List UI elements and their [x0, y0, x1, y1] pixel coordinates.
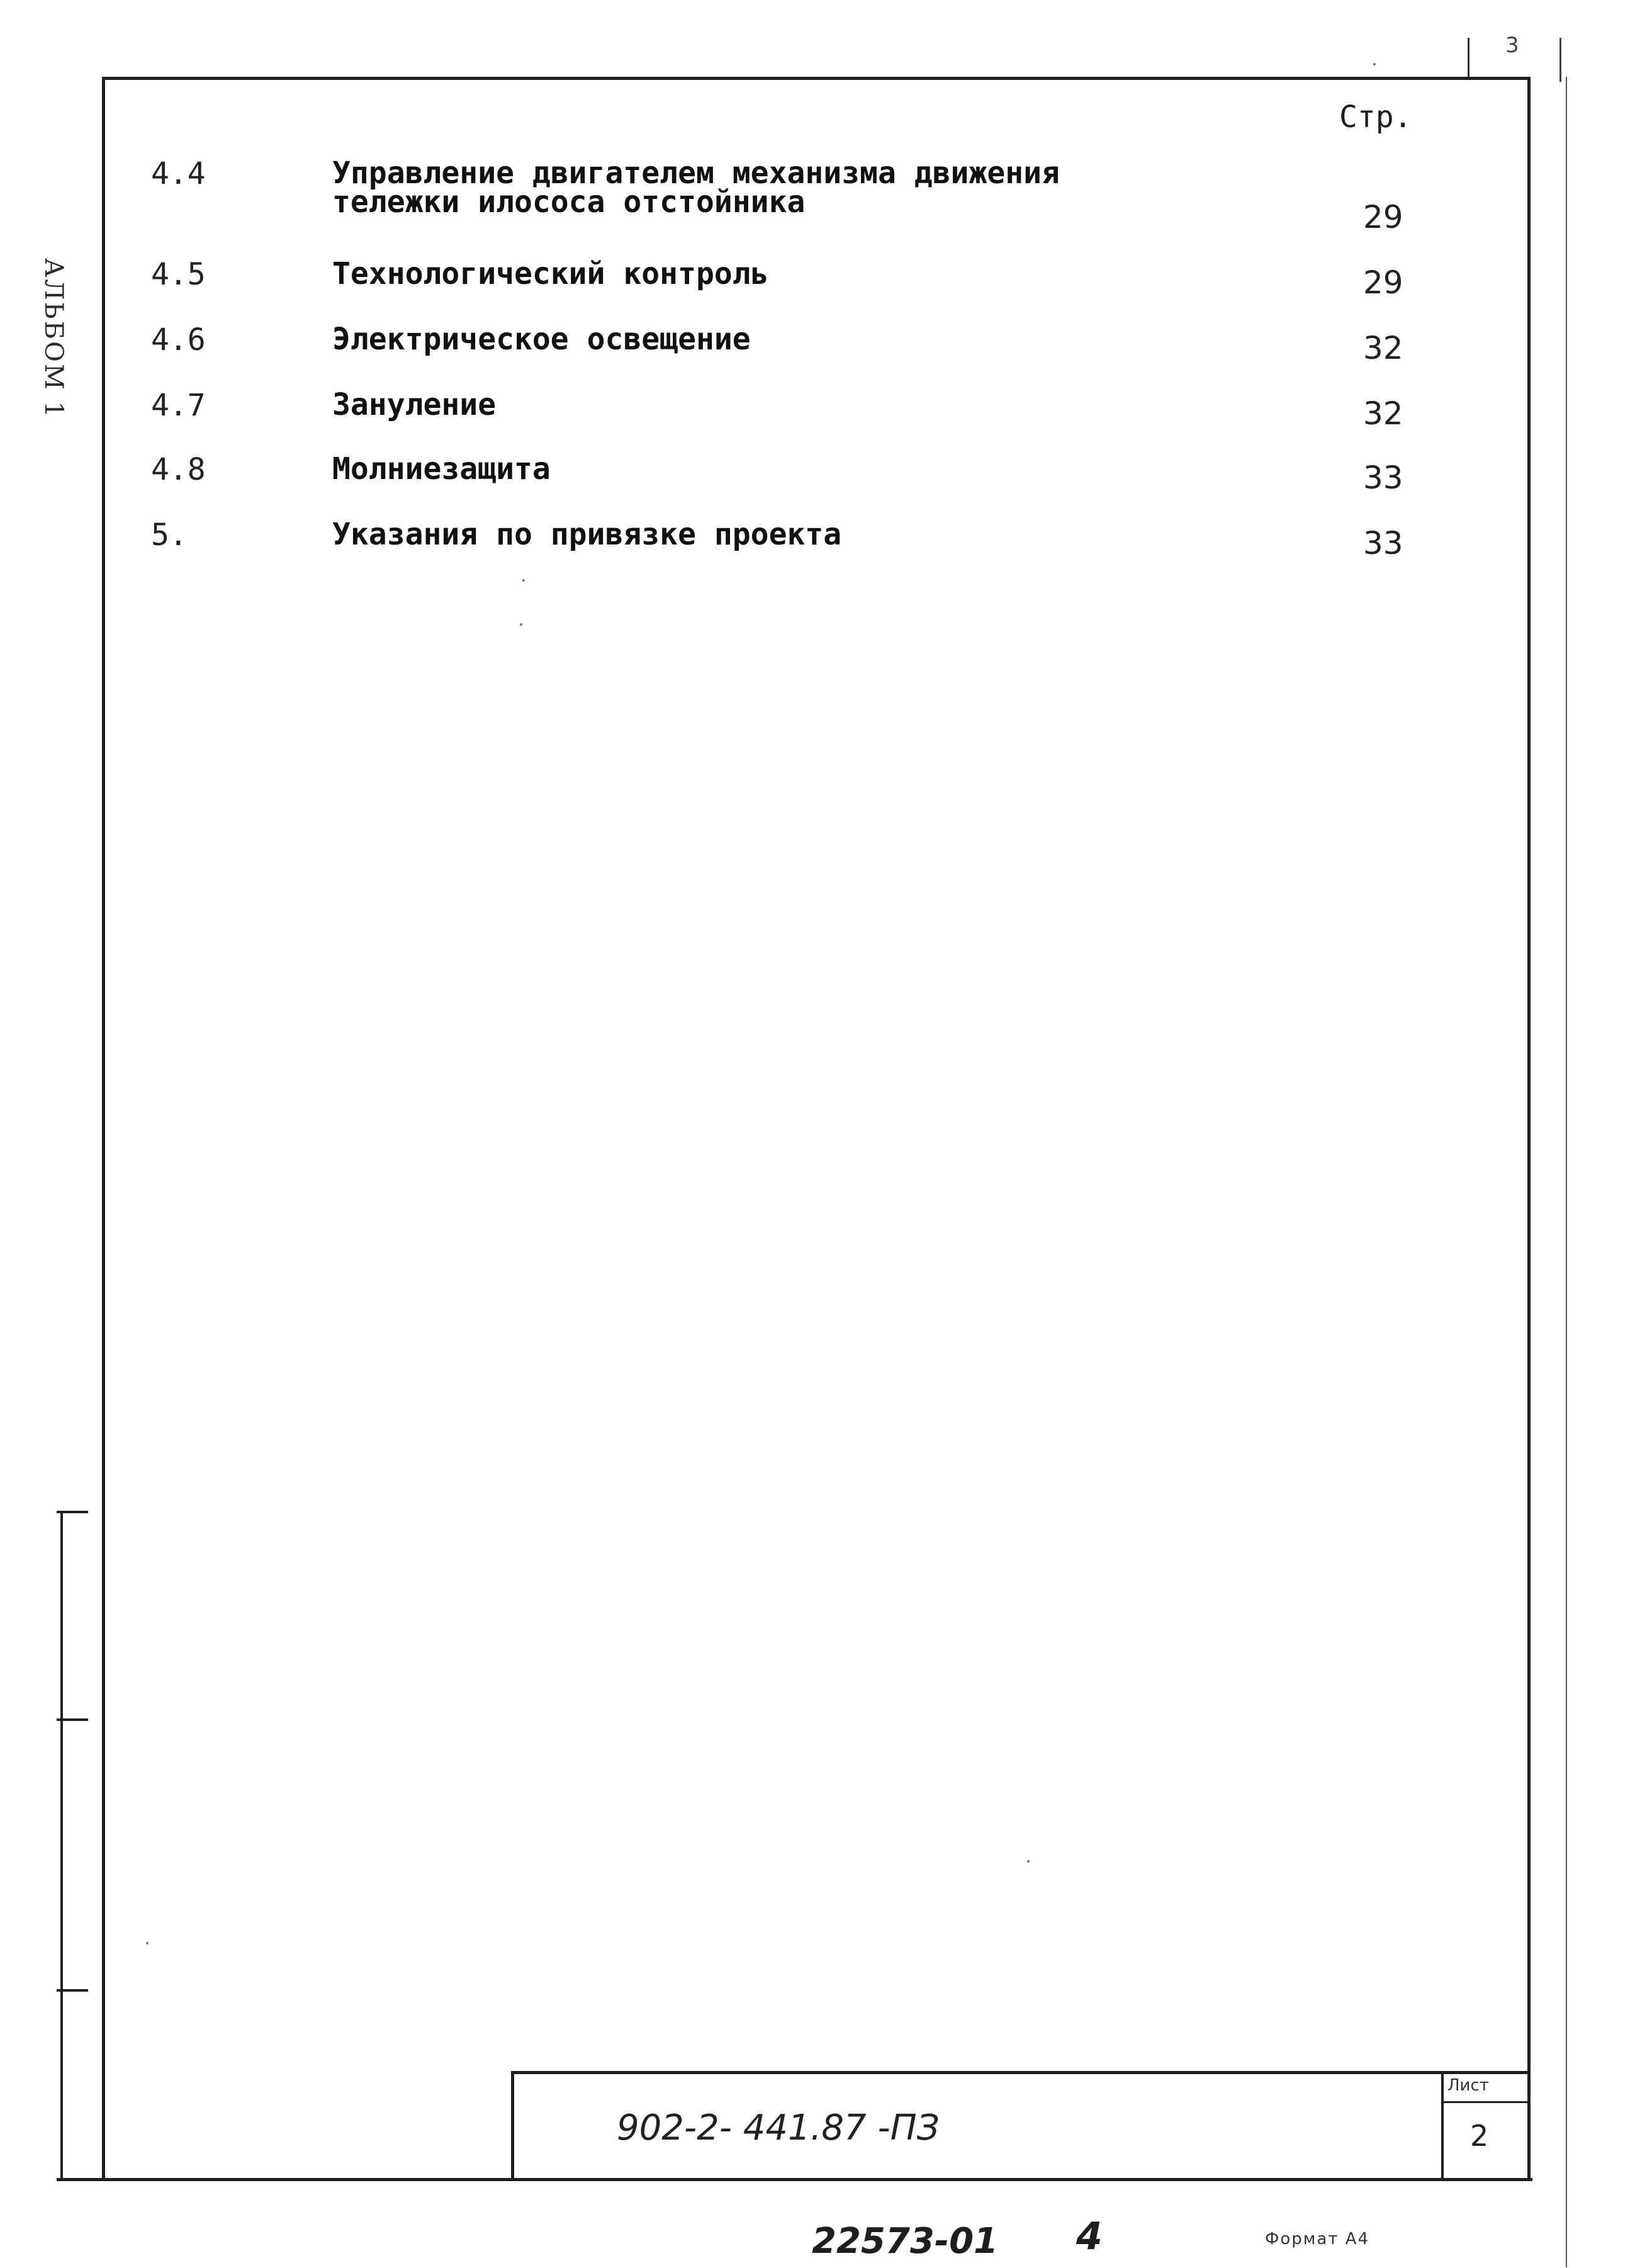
toc-entry-number: 5. [151, 517, 188, 553]
toc-entry-number: 4.6 [151, 322, 206, 358]
toc-entry-title: Указания по привязке проекта [332, 517, 842, 552]
album-label: АЛЬБОМ 1 [39, 258, 68, 419]
scan-speck [146, 1942, 149, 1944]
scan-speck [1373, 63, 1376, 65]
toc-entry-title: Молниезащита [332, 451, 551, 487]
document-code: 902-2- 441.87 -ПЗ [617, 2107, 940, 2148]
toc-entry-title-continued: тележки илососа отстойника [332, 184, 806, 220]
sheet-label: Лист [1447, 2076, 1489, 2095]
toc-entry [0, 155, 1635, 235]
outer-top-right-tick [1559, 38, 1561, 82]
toc-entry [0, 322, 1635, 366]
toc-entry-title: Технологический контроль [332, 256, 769, 291]
toc-entry [0, 256, 1635, 301]
scan-speck [1027, 1860, 1030, 1863]
left-margin-tick [57, 1989, 88, 1992]
top-corner-tick [1468, 38, 1469, 77]
left-margin-tick [57, 1511, 88, 1513]
toc-entry-number: 4.4 [151, 156, 206, 191]
corner-page-number: 3 [1505, 33, 1519, 58]
toc-entry-page: 32 [1363, 330, 1403, 366]
toc-entry-title: Электрическое освещение [332, 322, 751, 357]
toc-entry-page: 33 [1363, 460, 1403, 496]
left-margin-tick [57, 1718, 88, 1721]
left-margin-line [60, 1511, 63, 2181]
sheet-cell-divider [1441, 2101, 1531, 2103]
toc-entry-title: Зануление [332, 387, 497, 422]
toc-entry-page: 29 [1363, 199, 1403, 235]
toc-entry-page: 33 [1363, 525, 1403, 561]
toc-entry-page: 32 [1363, 395, 1403, 432]
toc-entry [0, 517, 1635, 561]
toc-entry [0, 451, 1635, 496]
toc-entry-title: Управление двигателем механизма движения [332, 155, 1060, 191]
toc-entry-number: 4.5 [151, 257, 206, 292]
copy-number: 4 [1076, 2214, 1103, 2259]
toc-entry-number: 4.8 [151, 452, 206, 487]
inventory-number: 22573-01 [812, 2221, 998, 2262]
scan-speck [522, 579, 525, 582]
scan-speck [520, 623, 522, 626]
page-column-header: Стр. [1339, 99, 1412, 135]
format-label: Формат А4 [1265, 2230, 1370, 2248]
sheet-number: 2 [1470, 2119, 1489, 2153]
toc-entry-page: 29 [1363, 264, 1403, 301]
toc-entry [0, 387, 1635, 432]
toc-entry-number: 4.7 [151, 388, 206, 423]
